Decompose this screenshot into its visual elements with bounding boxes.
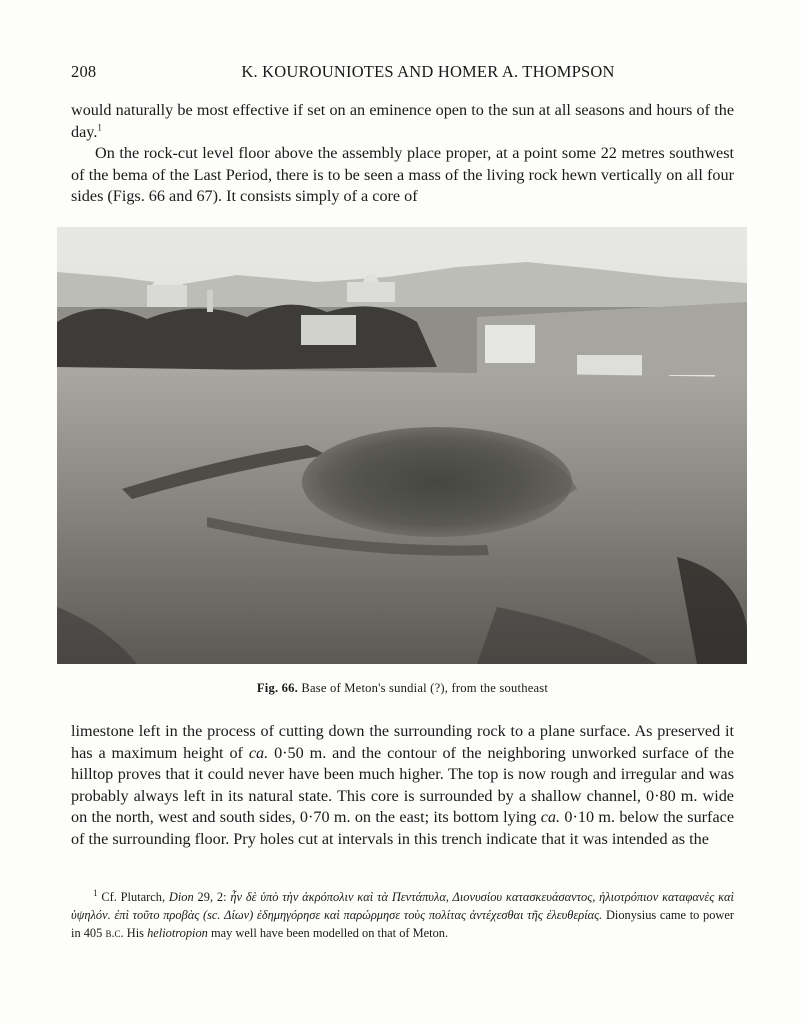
footnote	[71, 888, 734, 942]
figure-caption	[71, 681, 734, 696]
running-title: K. KOUROUNIOTES AND HOMER A. THOMPSON	[241, 62, 615, 81]
footnote-cf: Cf. Plutarch,	[101, 890, 166, 904]
paragraph-text-2: 0·50 m. and the contour of the neighboring unworked surface of the hilltop proves that it could never have been much higher. The top is now rough and irregular and was probably always left in its natural state. This core is surrounded by a shallow channel, 0·80 m. wide on the north, west and south sides, 0·70 m. on the east; its bottom lying	[71, 743, 735, 827]
photo-landscape-illustration	[57, 227, 747, 664]
footnote-text-3: may well have been modelled on that of Meton.	[211, 926, 449, 940]
footnote-work-title: Dion	[168, 890, 194, 904]
abbrev-circa: ca.	[248, 743, 269, 762]
footnote-text-1: Dionysius came to power in 405	[71, 908, 734, 940]
footnote-text-2: His	[126, 926, 144, 940]
paragraph-intro	[71, 100, 734, 208]
figure-caption-text: Base of Meton's sundial (?), from the southeast	[301, 681, 549, 695]
paragraph-line-b: On the rock-cut level floor above the assembly place proper, at a point some 22 metres southwest of the bema of the Last Period, there is to be seen a mass of the living rock hewn vertically on all four sides (Figs. 66 and 67). It consists simply of a core of	[71, 144, 734, 206]
footnote-ref: 1	[97, 122, 102, 133]
footnote-marker: 1	[93, 887, 98, 898]
abbrev-circa: ca.	[540, 808, 561, 827]
footnote-bc: b.c.	[105, 926, 124, 940]
paragraph-text: would naturally be most effective if set on an eminence open to the sun at all seasons and hours of the day.	[71, 101, 734, 141]
paragraph-text-1: limestone left in the process of cutting down the surrounding rock to a plane surface. As preserved it has a maximum height of	[71, 722, 734, 762]
figure-photograph	[57, 227, 747, 664]
paragraph-description	[71, 721, 734, 851]
paragraph-line-a	[71, 100, 734, 143]
page-number: 208	[71, 62, 97, 81]
footnote-term: heliotropion	[147, 926, 208, 940]
footnote-ref: 29, 2:	[197, 890, 227, 904]
paragraph-text-3: 0·10 m. below the surface of the surrounding floor. Pry holes cut at intervals in this trench indicate that it was intended as the	[71, 808, 735, 848]
figure-number: Fig. 66.	[256, 681, 299, 695]
footnote-greek-quote: ἦν δὲ ὑπὸ τὴν ἀκρόπολιν καὶ τὰ Πεντάπυλα, Διονυσίου κατασκευάσαντος, ἡλιοτρόπιον καταφανὲς καὶ ὑψηλόν. ἐπὶ τοῦτο προβὰς (sc. Δίων) ἐδημηγόρησε καὶ παρώρμησε τοὺς πολίτας ἀντέχεσθαι τῆς ἐλευθερίας.	[71, 890, 734, 922]
